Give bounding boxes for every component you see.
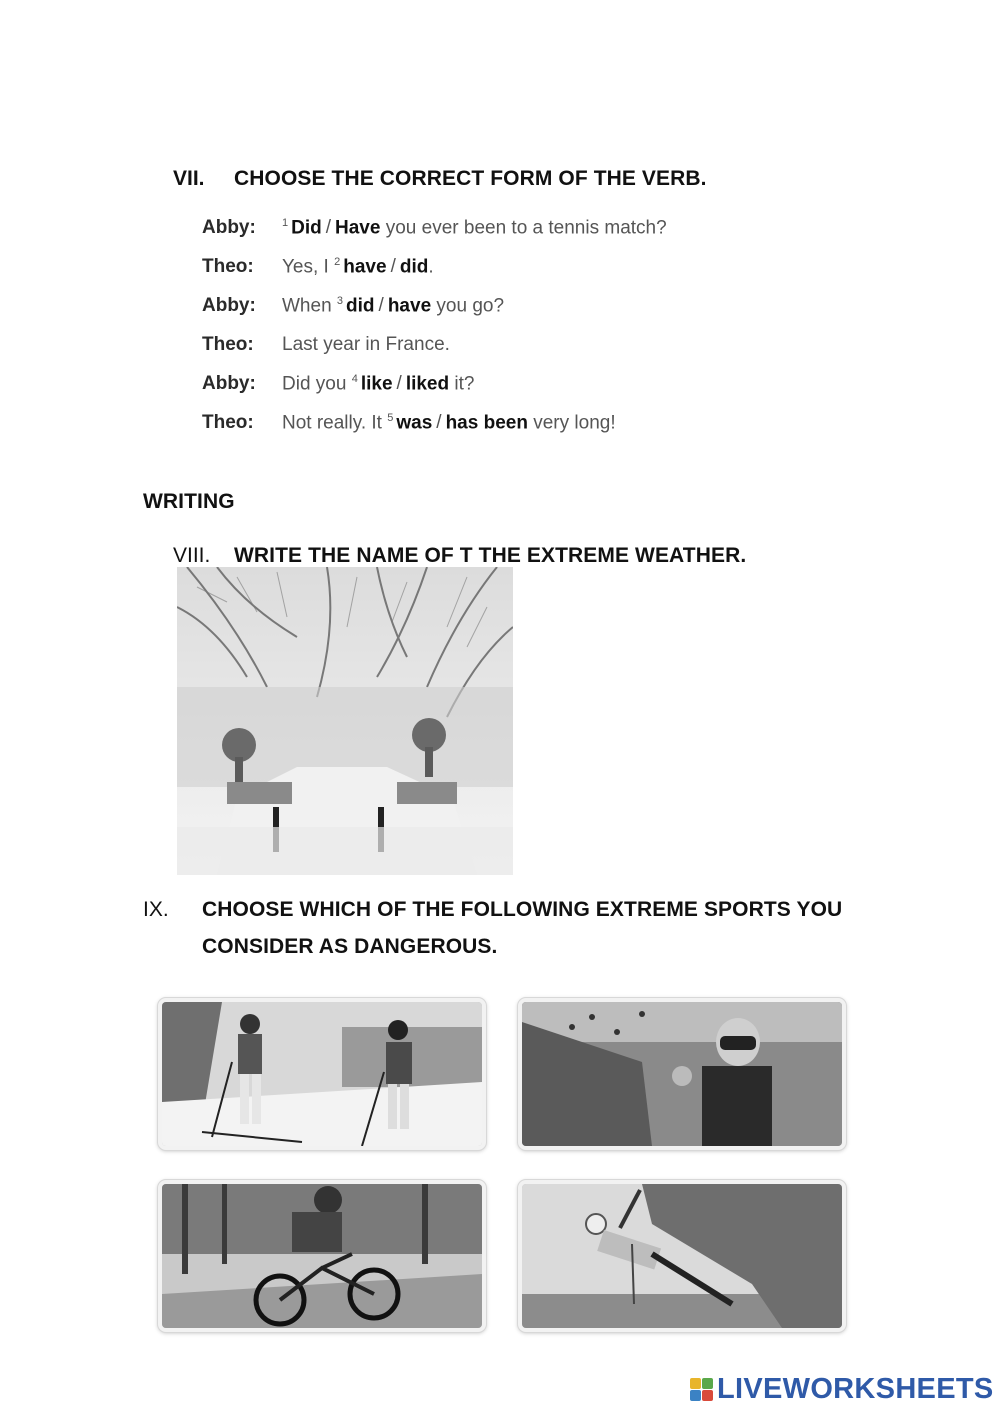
dialog-line-6: Theo: Not really. It $^5$ was / has been very long! [202,412,616,434]
line-text: . [428,256,434,278]
section-9-number: IX. [143,898,169,921]
item-number: 1 [282,217,289,229]
speaker-label: Abby: [202,217,256,239]
skiing-image[interactable] [158,998,486,1150]
dialog-line-5: Abby: Did you $^4$ like / liked it? [202,373,475,395]
section-9-title-line-1: CHOOSE WHICH OF THE FOLLOWING EXTREME SPORTS YOU [202,898,843,921]
option-a[interactable]: was [396,412,433,434]
section-8-title: WRITE THE NAME OF T THE EXTREME WEATHER. [234,544,747,567]
line-text: Last year in France. [282,334,450,355]
item-number: 4 [351,373,358,385]
section-7-title: CHOOSE THE CORRECT FORM OF THE VERB. [234,167,707,190]
scuba-diving-image[interactable] [518,998,846,1150]
section-9-title-line-2: CONSIDER AS DANGEROUS. [202,935,498,958]
dialog-line-4 [202,334,450,356]
line-text: very long! [533,412,616,434]
rock-climbing-image[interactable] [518,1180,846,1332]
option-b[interactable]: liked [405,373,450,395]
option-a[interactable]: have [343,256,387,278]
option-a[interactable]: like [360,373,393,395]
line-text: When [282,295,332,317]
item-number: 5 [387,412,394,424]
option-b[interactable]: has been [445,412,528,434]
option-b[interactable]: have [387,295,432,317]
section-8-number: VIII. [173,544,211,567]
speaker-label: Theo: [202,256,254,278]
line-text: Yes, I [282,256,329,278]
mountain-biking-image[interactable] [158,1180,486,1332]
writing-heading: WRITING [143,490,235,513]
section-7-number: VII. [173,167,205,190]
dialog-line-2: Theo: Yes, I $^2$ have / did. [202,256,434,278]
option-b[interactable]: Have [335,217,381,239]
dialog-line-3: Abby: When $^3$ did / have you go? [202,295,505,317]
line-text: you go? [436,295,505,317]
snowy-park-image [177,567,513,875]
option-a[interactable]: did [346,295,375,317]
line-text: you ever been to a tennis match? [385,217,667,239]
line-text: Not really. It [282,412,382,434]
liveworksheets-mark-icon [690,1378,713,1401]
line-text: it? [454,373,475,395]
item-number: 3 [336,295,344,307]
option-a[interactable]: Did [291,217,322,239]
liveworksheets-logo [690,1373,994,1406]
speaker-label: Theo: [202,334,254,355]
speaker-label: Theo: [202,412,254,434]
speaker-label: Abby: [202,373,256,395]
speaker-label: Abby: [202,295,256,317]
line-text: Did you [282,373,347,395]
item-number: 2 [334,256,341,268]
dialog-line-1: Abby: $^1$ Did / Have you ever been to a tennis match? [202,217,667,239]
brand-text: LIVEWORKSHEETS [717,1373,994,1405]
option-b[interactable]: did [399,256,429,278]
